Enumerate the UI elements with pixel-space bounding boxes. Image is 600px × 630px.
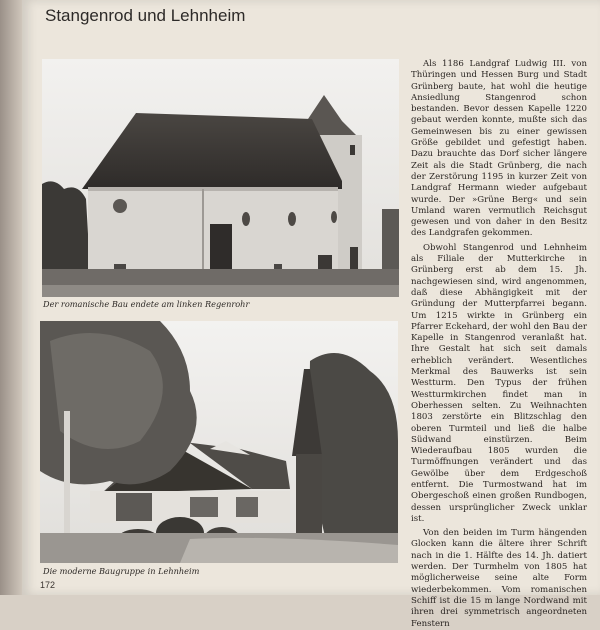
figure-caption-2: Die moderne Baugruppe in Lehnheim [43,566,200,576]
figure-caption-1: Der romanische Bau endete am linken Regenrohr [43,299,250,309]
paragraph: Von den beiden im Turm hängenden Glocken kann die ältere ihrer Schrift nach in die 1. Hälfte des 14. Jh. datiert werden. Der Turmhelm von 1805 hat möglicherweise seine alte Form wiederbekommen. Vom romanischen Schiff ist die 15 m lange Nordwand mit ihren drei symmetrisch angeordneten Fenstern [411,528,587,629]
page-title: Stangenrod und Lehnheim [45,6,246,25]
paragraph: Als 1186 Landgraf Ludwig III. von Thüringen und Hessen Burg und Stadt Grünberg baute, hat wohl die heutige Ansiedlung Stangenrod schon bestanden. Bevor dessen Kapelle 1220 gebaut werden konnte, mußte sich das Gemeinwesen bis zu einer gewissen Größe gebildet und gefestigt haben. Dazu brauchte das Dorf sicher längere Zeit als die Stadt Grünberg, die nach der Zerstörung 1195 in kurzer Zeit von Landgraf Hermann wieder aufgebaut wurde. Der »Grüne Berg« und sein Umland waren vermutlich Reichsgut gewesen und von daher in den Besitz des Landgrafen gekommen. [411,59,587,239]
body-text-column [411,59,587,630]
photo-lehnheim-buildings [40,321,398,563]
book-gutter [0,0,22,595]
grave-stone [210,224,232,274]
round-window [113,199,127,213]
drainpipe [202,189,204,271]
photo-stangenrod-church [42,59,399,297]
trees-left [42,181,90,269]
page-number: 172 [40,580,56,590]
paragraph: Obwohl Stangenrod und Lehnheim als Filiale der Mutterkirche in Grünberg erst ab dem 15. Jh. nachgewiesen sind, wird angenommen, daß diese Abhängigkeit mit der Gründung der Mutterpfarrei begann. Um 1215 wirkte in Grünberg ein Pfarrer Eckehard, der wohl den Bau der Kapelle in Stangenrod veranlaßt hat. Ihre Gestalt hat sich seit damals erheblich verändert. Wesentliches Merkmal des Bauwerks ist sein Westturm. Den Typus der frühen Westturmkirchen findet man in Oberhessen selten. Zu Weihnachten 1803 zerstörte ein Blitzschlag den oberen Turmteil und ließ die halbe Südwand einstürzen. Beim Wiederaufbau 1805 wurden die Turmöffnungen verändert und das Gewölbe über dem Erdgeschoß entfernt. Die Turmostwand hat im Obergeschoß einen großen Rundbogen, dessen ursprünglicher Zweck unklar ist. [411,242,587,524]
